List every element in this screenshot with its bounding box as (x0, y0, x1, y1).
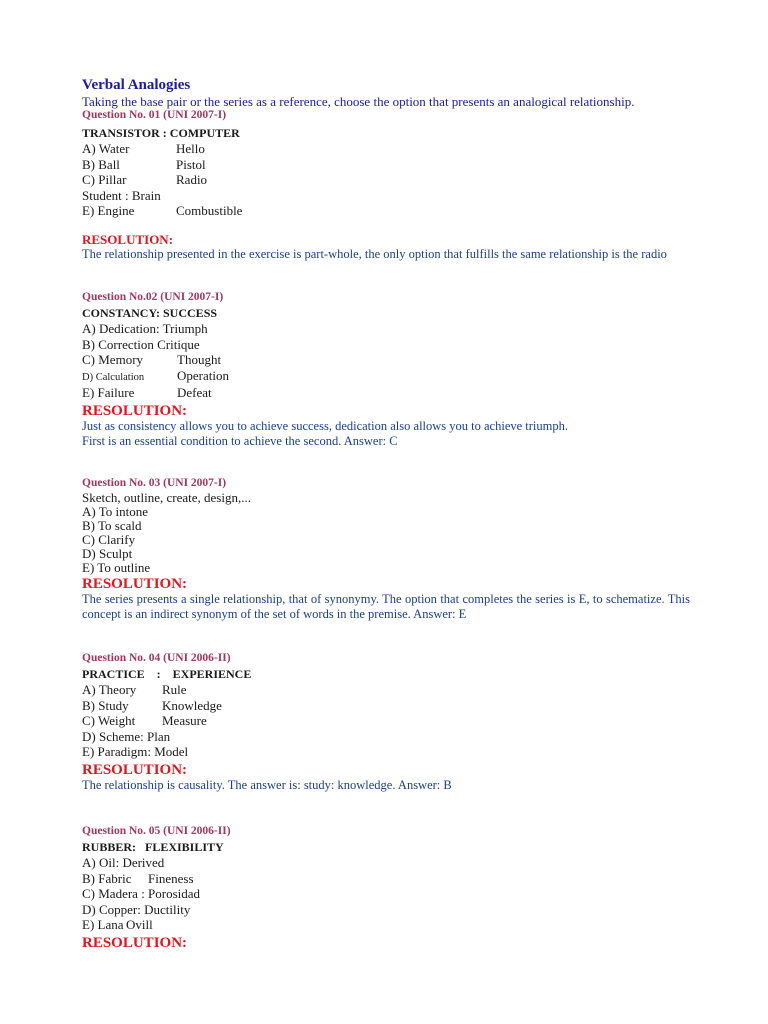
resolution-text: The relationship presented in the exercise is part-whole, the only option that fulfills the same relationship is the radio (82, 246, 667, 261)
option-row: Student : Brain (82, 187, 161, 203)
option-row: D) Sculpt (82, 546, 133, 561)
option-row: C) Memory Thought (82, 352, 222, 367)
option-row: D) Copper: Ductility (82, 901, 191, 917)
resolution-heading: RESOLUTION: (82, 231, 174, 247)
option-row: E) Lana Ovill (82, 917, 153, 932)
question-2 (82, 290, 690, 449)
question-4 (82, 651, 690, 793)
question-3 (82, 476, 690, 622)
question-stem: PRACTICE : EXPERIENCE (82, 667, 252, 681)
resolution-text: First is an essential condition to achieve the second. Answer: C (82, 433, 398, 448)
option-row: B) Study Knowledge (82, 697, 222, 713)
resolution-heading: RESOLUTION: (82, 761, 188, 778)
option-row: C) Clarify (82, 532, 136, 547)
option-row: A) Theory Rule (82, 682, 187, 697)
option-row: A) Dedication: Triumph (82, 321, 208, 336)
document-title: Verbal Analogies (82, 77, 191, 93)
question-1 (82, 108, 690, 262)
question-stem: RUBBER: FLEXIBILITY (82, 840, 224, 854)
question-5 (82, 824, 690, 951)
option-row: A) To intone (82, 504, 149, 519)
question-header: Question No. 04 (UNI 2006-II) (82, 652, 231, 664)
option-row: C) Pillar Radio (82, 172, 208, 187)
question-stem: TRANSISTOR : COMPUTER (82, 126, 240, 140)
option-row: E) Engine Combustible (82, 203, 243, 218)
option-row: B) Fabric Fineness (82, 870, 194, 886)
header-section (82, 76, 690, 109)
option-row: E) Failure Defeat (82, 385, 212, 400)
resolution-heading: RESOLUTION: (82, 576, 188, 592)
resolution-heading: RESOLUTION: (82, 402, 188, 419)
option-row: B) Ball Pistol (82, 156, 206, 172)
resolution-text: The series presents a single relationship, that of synonymy. The option that completes the series is E, to schematize. This concept is an indirect synonym of the set of words in the premise. Answer: E (82, 592, 690, 621)
option-row: E) To outline (82, 560, 151, 575)
option-row: D) Scheme: Plan (82, 728, 171, 744)
option-row: C) Weight Measure (82, 713, 207, 728)
question-header: Question No.02 (UNI 2007-I) (82, 291, 224, 303)
option-row: C) Madera : Porosidad (82, 886, 201, 901)
resolution-text: Just as consistency allows you to achieve success, dedication also allows you to achieve triumph. (82, 418, 568, 433)
option-row: B) Correction Critique (82, 336, 200, 352)
option-row: A) Oil: Derived (82, 855, 165, 870)
option-row: E) Paradigm: Model (82, 744, 189, 759)
question-header: Question No. 03 (UNI 2007-I) (82, 477, 227, 489)
instructions-text: Taking the base pair or the series as a reference, choose the option that presents an analogical relationship. (82, 94, 635, 109)
question-header: Question No. 05 (UNI 2006-II) (82, 825, 231, 837)
resolution-heading: RESOLUTION: (82, 934, 188, 951)
option-row: D) Calculation Operation (82, 367, 229, 383)
question-stem: Sketch, outline, create, design,... (82, 490, 251, 505)
option-row: A) Water Hello (82, 141, 205, 156)
option-row: B) To scald (82, 518, 142, 533)
question-stem: CONSTANCY: SUCCESS (82, 306, 218, 320)
question-header: Question No. 01 (UNI 2007-I) (82, 109, 227, 121)
resolution-text: The relationship is causality. The answer is: study: knowledge. Answer: B (82, 777, 452, 792)
